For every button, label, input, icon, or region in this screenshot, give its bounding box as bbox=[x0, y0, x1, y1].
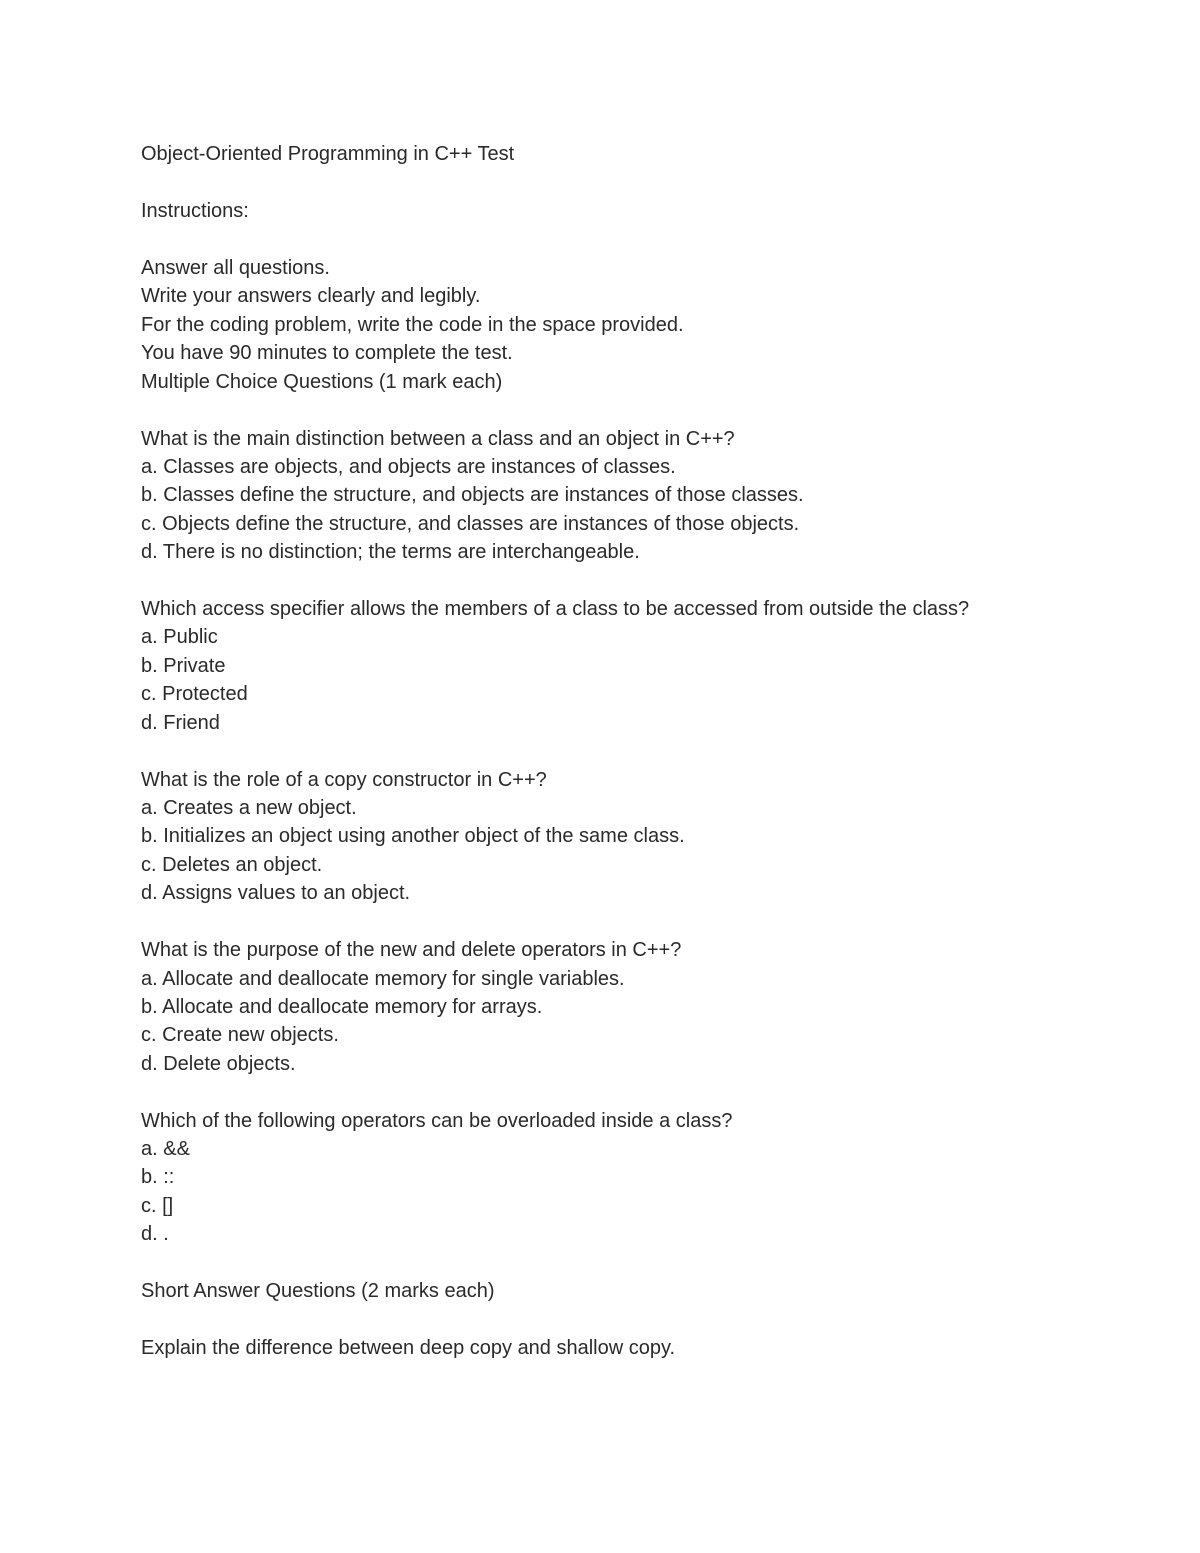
short-answer-heading: Short Answer Questions (2 marks each) bbox=[141, 1280, 495, 1303]
document-title: Object-Oriented Programming in C++ Test bbox=[141, 143, 515, 165]
question-prompt: What is the role of a copy constructor in C++? bbox=[141, 768, 547, 791]
question-option: a. Creates a new object. bbox=[141, 797, 357, 819]
question-option: a. && bbox=[141, 1138, 190, 1161]
question-option: d. Delete objects. bbox=[141, 1052, 296, 1075]
question-prompt: What is the main distinction between a class and an object in C++? bbox=[141, 427, 735, 450]
question-option: b. Allocate and deallocate memory for arrays. bbox=[141, 995, 543, 1018]
question-5 bbox=[141, 1107, 1141, 1249]
question-option: c. [] bbox=[141, 1194, 174, 1217]
question-option: c. Objects define the structure, and classes are instances of those objects. bbox=[141, 512, 800, 535]
question-option: b. Initializes an object using another object of the same class. bbox=[141, 825, 685, 848]
short-answer-question: Explain the difference between deep copy and shallow copy. bbox=[141, 1337, 676, 1360]
question-4 bbox=[141, 936, 1141, 1078]
question-2 bbox=[141, 595, 1141, 737]
question-option: b. :: bbox=[141, 1166, 175, 1189]
question-option: c. Protected bbox=[141, 683, 248, 706]
question-3 bbox=[141, 766, 1141, 908]
question-option: c. Create new objects. bbox=[141, 1024, 339, 1047]
instructions-list bbox=[141, 254, 1141, 368]
question-1 bbox=[141, 425, 1141, 567]
question-option: a. Classes are objects, and objects are instances of classes. bbox=[141, 455, 676, 478]
question-prompt: Which of the following operators can be overloaded inside a class? bbox=[141, 1109, 733, 1132]
question-option: c. Deletes an object. bbox=[141, 853, 323, 876]
instruction-item: You have 90 minutes to complete the test. bbox=[141, 342, 513, 365]
instruction-item: Answer all questions. bbox=[141, 256, 330, 279]
question-option: d. Assigns values to an object. bbox=[141, 882, 411, 905]
document-page bbox=[141, 140, 1141, 1363]
question-option: a. Public bbox=[141, 626, 218, 649]
question-option: b. Private bbox=[141, 654, 226, 677]
question-option: d. . bbox=[141, 1223, 169, 1246]
question-option: b. Classes define the structure, and objects are instances of those classes. bbox=[141, 484, 804, 507]
instructions-heading: Instructions: bbox=[141, 199, 249, 222]
mcq-heading: Multiple Choice Questions (1 mark each) bbox=[141, 370, 503, 393]
question-prompt: Which access specifier allows the members of a class to be accessed from outside the class? bbox=[141, 598, 970, 621]
question-option: d. There is no distinction; the terms are interchangeable. bbox=[141, 541, 640, 564]
question-option: a. Allocate and deallocate memory for single variables. bbox=[141, 967, 625, 990]
question-prompt: What is the purpose of the new and delete operators in C++? bbox=[141, 939, 682, 962]
instruction-item: For the coding problem, write the code in the space provided. bbox=[141, 313, 684, 336]
question-option: d. Friend bbox=[141, 711, 220, 734]
instruction-item: Write your answers clearly and legibly. bbox=[141, 285, 481, 308]
